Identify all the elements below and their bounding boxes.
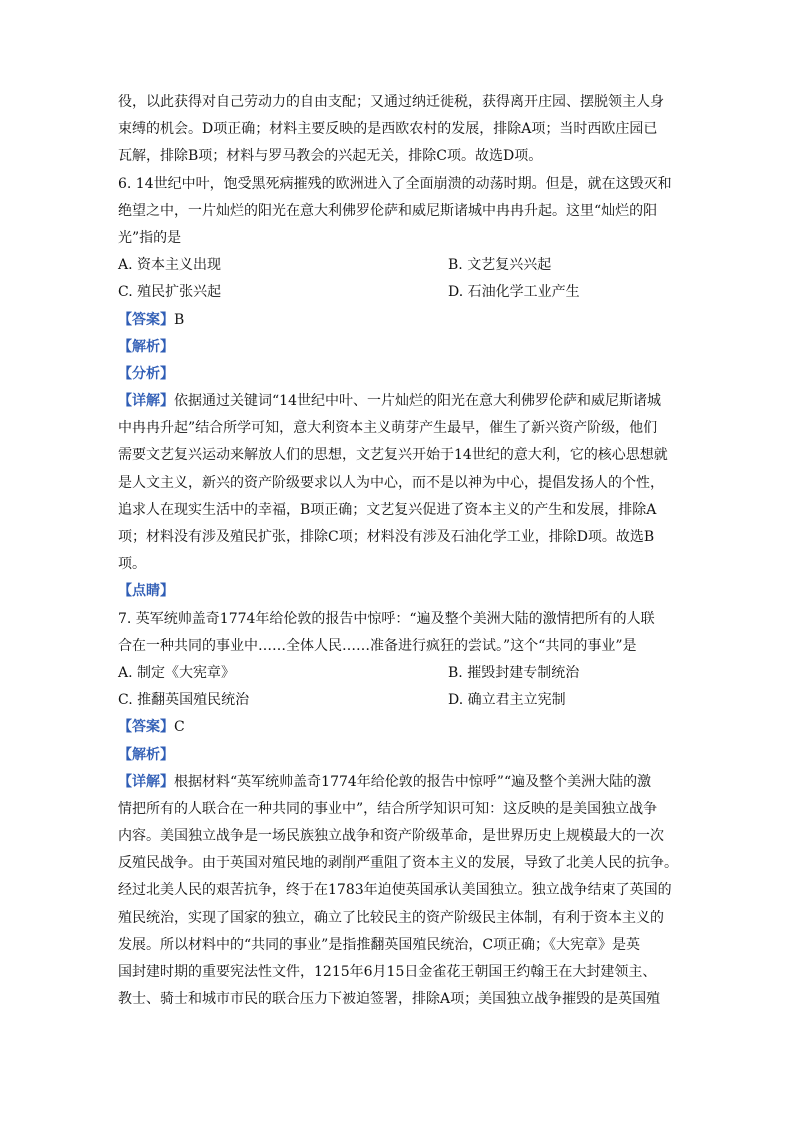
detail-line: 中冉冉升起”结合所学可知，意大利资本主义萌芽产生最早，催生了新兴资产阶级，他们	[118, 420, 658, 437]
options-row	[118, 252, 706, 279]
text-line: 役，以此获得对自己劳动力的自由支配；又通过纳迁徙税，获得离开庄园、摆脱领主人身	[118, 94, 664, 110]
analysis-line	[118, 742, 706, 769]
detail-line	[118, 769, 706, 796]
detail-tag: 【详解】	[118, 393, 174, 410]
options-row	[118, 279, 706, 306]
fenxi-line	[118, 361, 706, 388]
detail-line: 是人文主义，新兴的资产阶级要求以人为中心，而不是以神为中心，提倡发扬人的个性，	[118, 474, 664, 491]
dianjing-tag: 【点睛】	[118, 583, 174, 600]
analysis-line	[118, 334, 706, 361]
analysis-tag: 【解析】	[118, 746, 174, 763]
detail-text: 依据通过关键词“14世纪中叶、一片灿烂的阳光在意大利佛罗伦萨和威尼斯诸城	[174, 393, 661, 410]
text-line: 瓦解，排除B项；材料与罗马教会的兴起无关，排除C项。故选D项。	[118, 148, 543, 165]
detail-line: 殖民统治，实现了国家的独立，确立了比较民主的资产阶级民主体制，有利于资本主义的	[118, 909, 664, 926]
detail-tag: 【详解】	[118, 773, 174, 790]
option-c: C. 推翻英国殖民统治	[118, 692, 250, 709]
options-row	[118, 687, 706, 714]
answer-value: B	[174, 311, 185, 328]
question-stem-line: 7. 英军统帅盖奇1774年给伦敦的报告中惊呼：“遍及整个美洲大陆的激情把所有的人联	[118, 610, 655, 627]
answer-line	[118, 714, 706, 741]
question-stem-line: 光”指的是	[118, 229, 182, 246]
question-7	[118, 606, 706, 1014]
detail-line: 发展。所以材料中的“共同的事业”是指推翻英国殖民统治，C项正确；《大宪章》是英	[118, 936, 641, 953]
answer-tag: 【答案】	[118, 311, 174, 328]
option-a: A. 制定《大宪章》	[118, 664, 236, 681]
option-a: A. 资本主义出现	[118, 257, 222, 274]
detail-line: 项；材料没有涉及殖民扩张，排除C项；材料没有涉及石油化学工业，排除D项。故选B	[118, 529, 655, 545]
answer-line	[118, 307, 706, 334]
answer-value: C	[174, 719, 185, 736]
detail-line: 反殖民战争。由于英国对殖民地的剥削严重阻了资本主义的发展，导致了北美人民的抗争。	[118, 855, 678, 872]
text-line: 束缚的机会。D项正确；材料主要反映的是西欧农村的发展，排除A项；当时西欧庄园已	[118, 121, 658, 138]
question-stem-line: 绝望之中，一片灿烂的阳光在意大利佛罗伦萨和威尼斯诸城中冉冉升起。这里“灿烂的阳	[118, 202, 658, 219]
option-d: D. 确立君主立宪制	[448, 692, 566, 709]
detail-line: 需要文艺复兴运动来解放人们的思想，文艺复兴开始于14世纪的意大利，它的核心思想就	[118, 447, 668, 464]
detail-line: 情把所有的人联合在一种共同的事业中”，结合所学知识可知：这反映的是美国独立战争	[118, 800, 658, 817]
fenxi-tag: 【分析】	[118, 365, 174, 382]
q5-explanation-continued	[118, 89, 706, 171]
detail-line: 追求人在现实生活中的幸福，B项正确；文艺复兴促进了资本主义的产生和发展，排除A	[118, 501, 657, 518]
detail-line: 国封建时期的重要宪法性文件，1215年6月15日金雀花王朝国王约翰王在大封建领主、	[118, 964, 657, 980]
answer-tag: 【答案】	[118, 719, 174, 736]
option-d: D. 石油化学工业产生	[448, 284, 580, 301]
detail-line: 经过北美人民的艰苦抗争，终于在1783年迫使英国承认美国独立。独立战争结束了英国的	[118, 882, 672, 899]
detail-line: 内容。美国独立战争是一场民族独立战争和资产阶级革命，是世界历史上规模最大的一次	[118, 828, 664, 845]
detail-line	[118, 388, 706, 415]
question-6	[118, 171, 706, 606]
dianjing-line	[118, 578, 706, 605]
option-b: B. 文艺复兴兴起	[448, 257, 552, 274]
question-stem-line: 合在一种共同的事业中……全体人民……准备进行疯狂的尝试。”这个“共同的事业”是	[118, 637, 637, 654]
option-b: B. 摧毁封建专制统治	[448, 664, 580, 681]
detail-line: 项。	[118, 556, 146, 573]
detail-text: 根据材料“英军统帅盖奇1774年给伦敦的报告中惊呼”“遍及整个美洲大陆的激	[174, 773, 652, 790]
question-stem-line: 6. 14世纪中叶，饱受黑死病摧残的欧洲进入了全面崩溃的动荡时期。但是，就在这毁灭和	[118, 175, 672, 192]
options-row	[118, 660, 706, 687]
option-c: C. 殖民扩张兴起	[118, 284, 222, 301]
detail-line: 教士、骑士和城市市民的联合压力下被迫签署，排除A项；美国独立战争摧毁的是英国殖	[118, 991, 661, 1008]
analysis-tag: 【解析】	[118, 338, 174, 355]
